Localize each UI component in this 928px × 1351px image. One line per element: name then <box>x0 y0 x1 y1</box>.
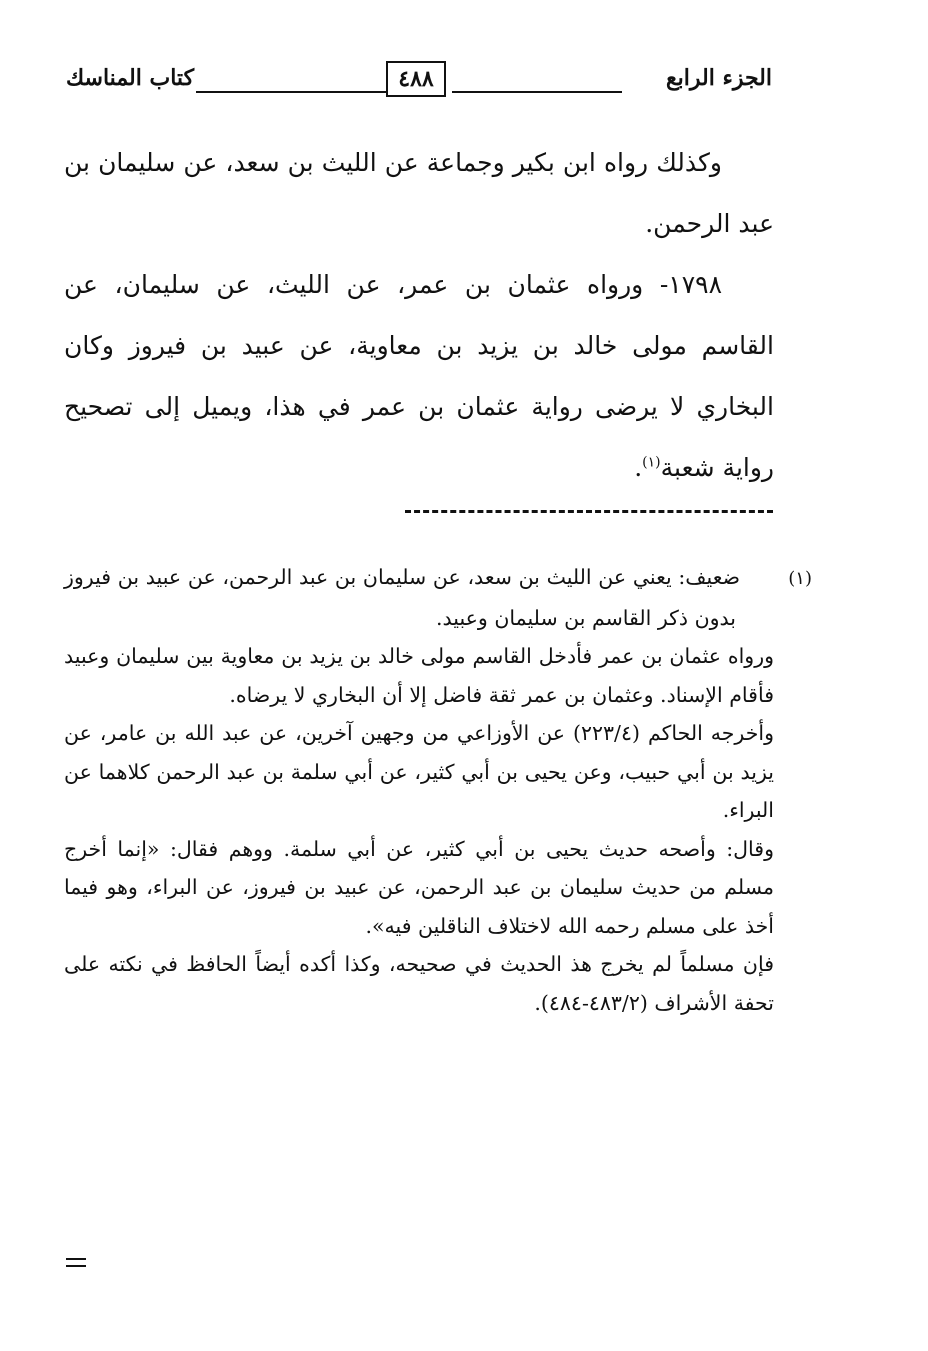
footnote-reference: (١) <box>642 454 661 471</box>
footnotes <box>64 558 812 1022</box>
footnote-separator <box>405 510 773 513</box>
end-of-page-mark <box>66 1258 86 1267</box>
footnote-text: ضعيف: يعني عن الليث بن سعد، عن سليمان بن عبد الرحمن، عن عبيد بن فيروز بدون ذكر القاسم بن سليمان وعبيد. <box>64 565 740 630</box>
paragraph-end-mark: . <box>634 453 643 482</box>
main-paragraph-hadith-1798 <box>64 254 774 498</box>
page-header <box>66 55 772 109</box>
main-paragraph: وكذلك رواه ابن بكير وجماعة عن الليث بن سعد، عن سليمان بن عبد الرحمن. <box>64 148 774 238</box>
book-title: كتاب المناسك <box>66 65 195 91</box>
header-rule-left <box>196 91 386 93</box>
footnote-paragraph: وأخرجه الحاكم (٢٢٣/٤) عن الأوزاعي من وجهين آخرين، عن عبد الله بن عامر، عن يزيد بن أبي حبيب، وعن يحيى بن أبي كثير، عن أبي سلمة بن عبد الرحمن كلاهما عن البراء. <box>64 721 774 822</box>
footnote-paragraph: ورواه عثمان بن عمر فأدخل القاسم مولى خالد بن يزيد بن معاوية بين سليمان وعبيد فأقام الإسناد. وعثمان بن عمر ثقة فاضل إلا أن البخاري لا يرضاه. <box>64 644 774 707</box>
volume-title: الجزء الرابع <box>665 65 772 91</box>
header-rule-right <box>452 91 622 93</box>
footnote-paragraph: فإن مسلماً لم يخرج هذ الحديث في صحيحه، وكذا أكده أيضاً الحافظ في نكته على تحفة الأشراف (٤٨٣/٢-٤٨٤). <box>64 952 774 1015</box>
page-number: ٤٨٨ <box>386 61 446 97</box>
footnote-marker: (١) <box>788 568 812 589</box>
main-paragraph-text: ١٧٩٨- ورواه عثمان بن عمر، عن الليث، عن سليمان، عن القاسم مولى خالد بن يزيد بن معاوية، عن عبيد بن فيروز وكان البخاري لا يرضى رواية عثمان بن عمر في هذا، ويميل إلى تصحيح رواية شعبة <box>64 270 774 482</box>
main-text <box>64 132 774 498</box>
footnote-paragraph: وقال: وأصحه حديث يحيى بن أبي كثير، عن أبي سلمة. ووهم فقال: «إنما أخرج مسلم من حديث سليمان بن عبد الرحمن، عن عبيد بن فيروز، عن البراء، وهو فيما أخذ على مسلم رحمه الله لاختلاف الناقلين فيه». <box>64 836 774 938</box>
footnote-paragraph <box>64 558 812 637</box>
